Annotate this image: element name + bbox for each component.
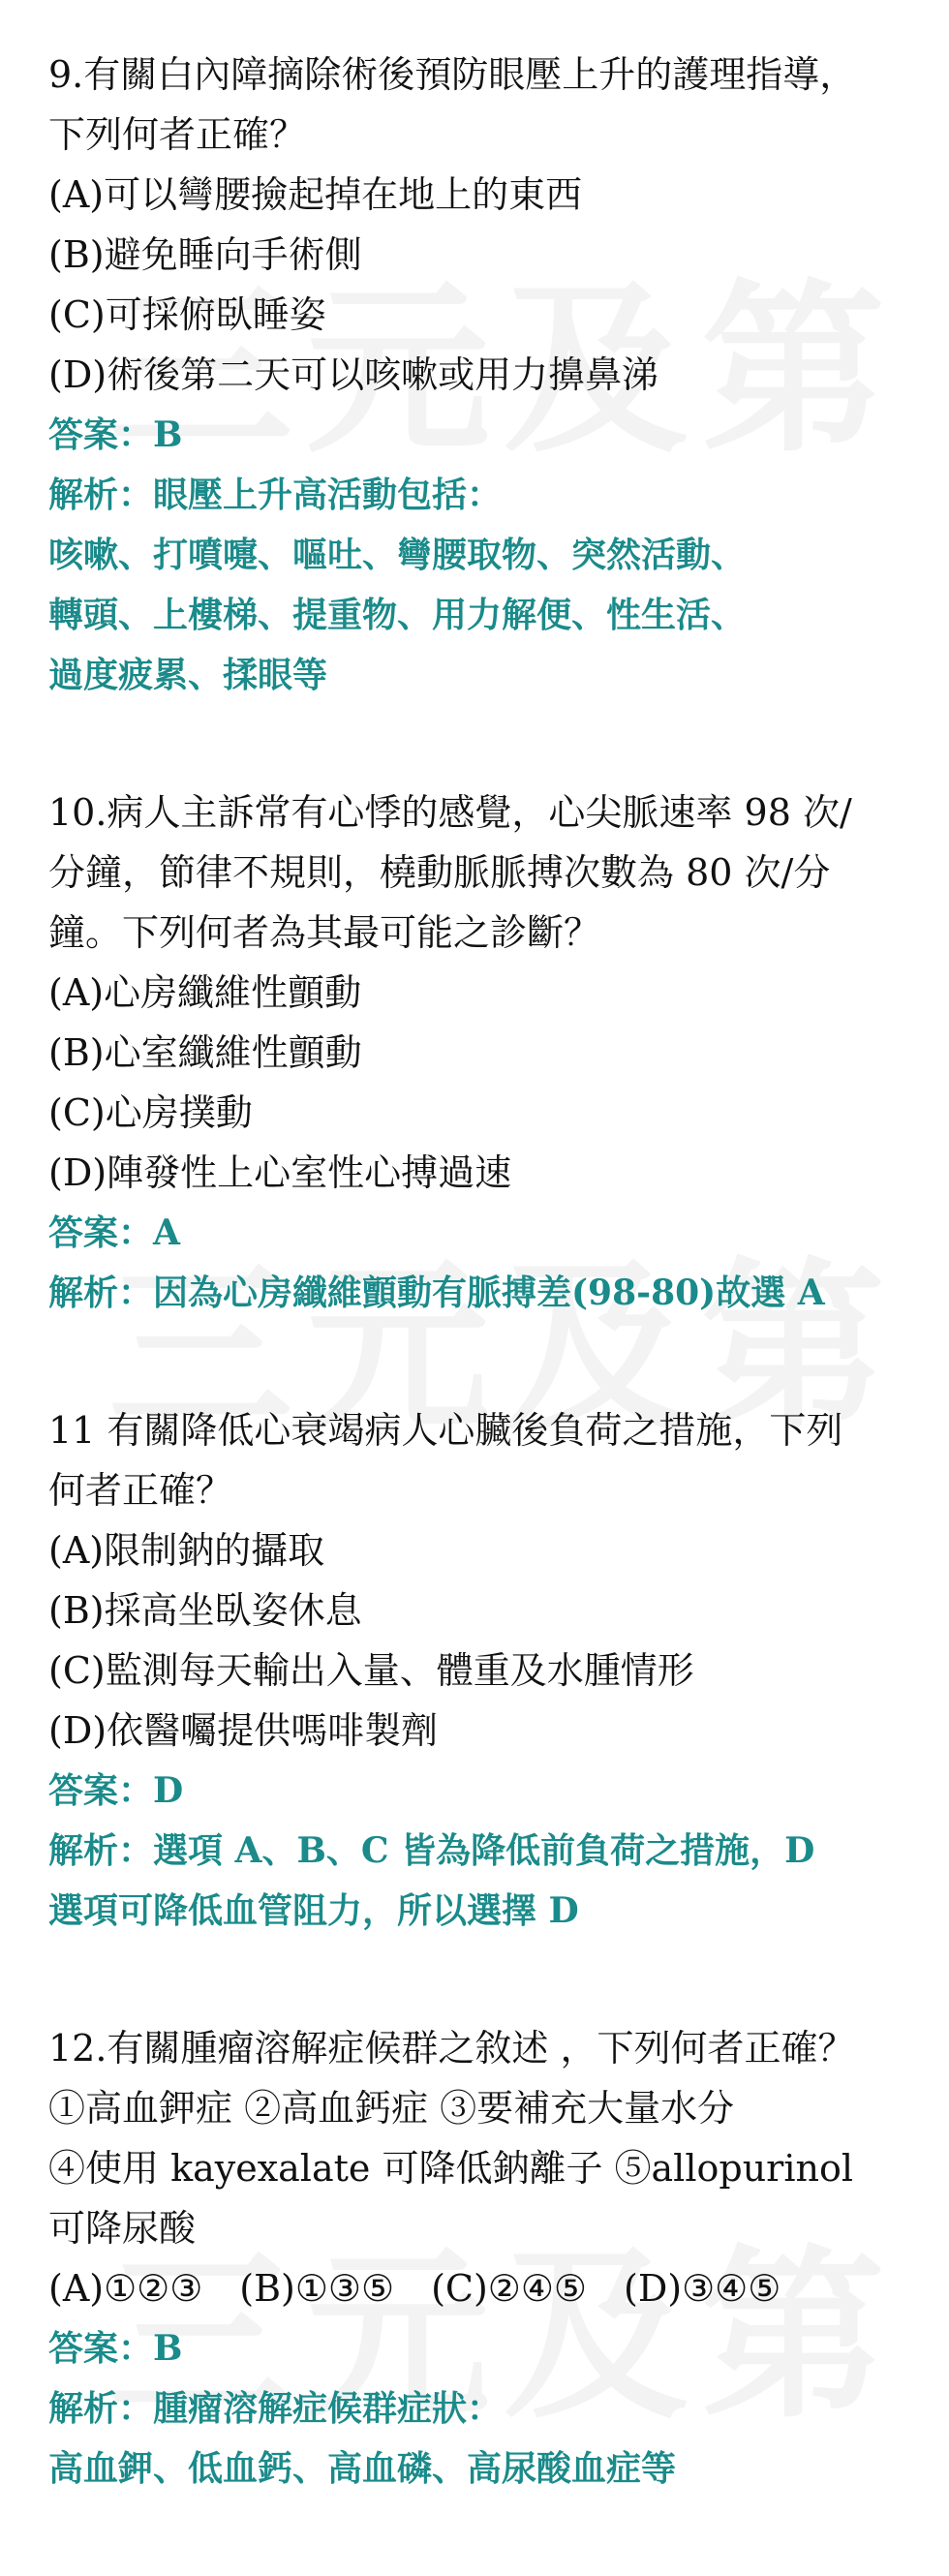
question-stem-line: 分鐘，節律不規則，橈動脈脈搏次數為 80 次/分 [48,851,831,894]
answer-key: 答案：D [48,1770,184,1811]
explanation-line: 解析：因為心房纖維顫動有脈搏差(98-80)故選 A [48,1273,825,1313]
answer-option: (D)陣發性上心室性心搏過速 [48,1151,512,1194]
answer-key: 答案：B [48,414,183,455]
answer-option: (C)心房撲動 [48,1091,253,1134]
explanation-line: 解析：腫瘤溶解症候群症狀： [48,2388,503,2429]
answer-option: (A)①②③ (B)①③⑤ (C)②④⑤ (D)③④⑤ [48,2267,781,2310]
explanation-line: 解析：眼壓上升高活動包括： [48,475,503,515]
answer-option: (B)心室纖維性顫動 [48,1031,362,1074]
answer-option: (A)限制鈉的攝取 [48,1529,325,1572]
question-stem-line: ④使用 kayexalate 可降低鈉離子 ⑤allopurinol [48,2147,853,2190]
answer-key: 答案：B [48,2328,183,2369]
answer-option: (B)採高坐臥姿休息 [48,1589,362,1632]
question-stem-line: 鐘。下列何者為其最可能之診斷？ [48,911,601,954]
question-stem-line: 10.病人主訴常有心悸的感覺，心尖脈速率 98 次/ [48,791,852,834]
answer-key: 答案：A [48,1212,180,1253]
question-block [48,782,901,1323]
question-stem-line: 9.有關白內障摘除術後預防眼壓上升的護理指導， [48,53,857,96]
explanation-line: 高血鉀、低血鈣、高血磷、高尿酸血症等 [48,2448,677,2489]
answer-option: (A)可以彎腰撿起掉在地上的東西 [48,173,583,216]
question-list [48,45,901,2576]
answer-option: (C)監測每天輸出入量、體重及水腫情形 [48,1649,694,1692]
explanation-line: 轉頭、上樓梯、提重物、用力解便、性生活、 [48,595,747,635]
answer-option: (A)心房纖維性顫動 [48,971,362,1014]
answer-option: (B)避免睡向手術側 [48,233,362,276]
answer-option: (D)依醫囑提供嗎啡製劑 [48,1709,439,1752]
question-stem-line: 下列何者正確？ [48,113,307,156]
explanation-line: 咳嗽、打噴嚏、嘔吐、彎腰取物、突然活動、 [48,535,747,575]
question-block [48,2018,901,2499]
question-block [48,45,901,705]
explanation-line: 過度疲累、揉眼等 [48,655,328,695]
question-stem-line: 11 有關降低心衰竭病人心臟後負荷之措施，下列 [48,1409,843,1452]
explanation-line: 選項可降低血管阻力，所以選擇 D [48,1890,579,1931]
question-stem-line: ①高血鉀症 ②高血鈣症 ③要補充大量水分 [48,2087,735,2130]
question-stem-line: 12.有關腫瘤溶解症候群之敘述 ，下列何者正確？ [48,2027,855,2070]
question-stem-line: 何者正確？ [48,1469,233,1512]
answer-option: (D)術後第二天可以咳嗽或用力擤鼻涕 [48,353,659,396]
question-block [48,1400,901,1941]
question-stem-line: 可降尿酸 [48,2207,197,2250]
explanation-line: 解析：選項 A、B、C 皆為降低前負荷之措施，D [48,1830,815,1871]
answer-option: (C)可採俯臥睡姿 [48,293,326,336]
